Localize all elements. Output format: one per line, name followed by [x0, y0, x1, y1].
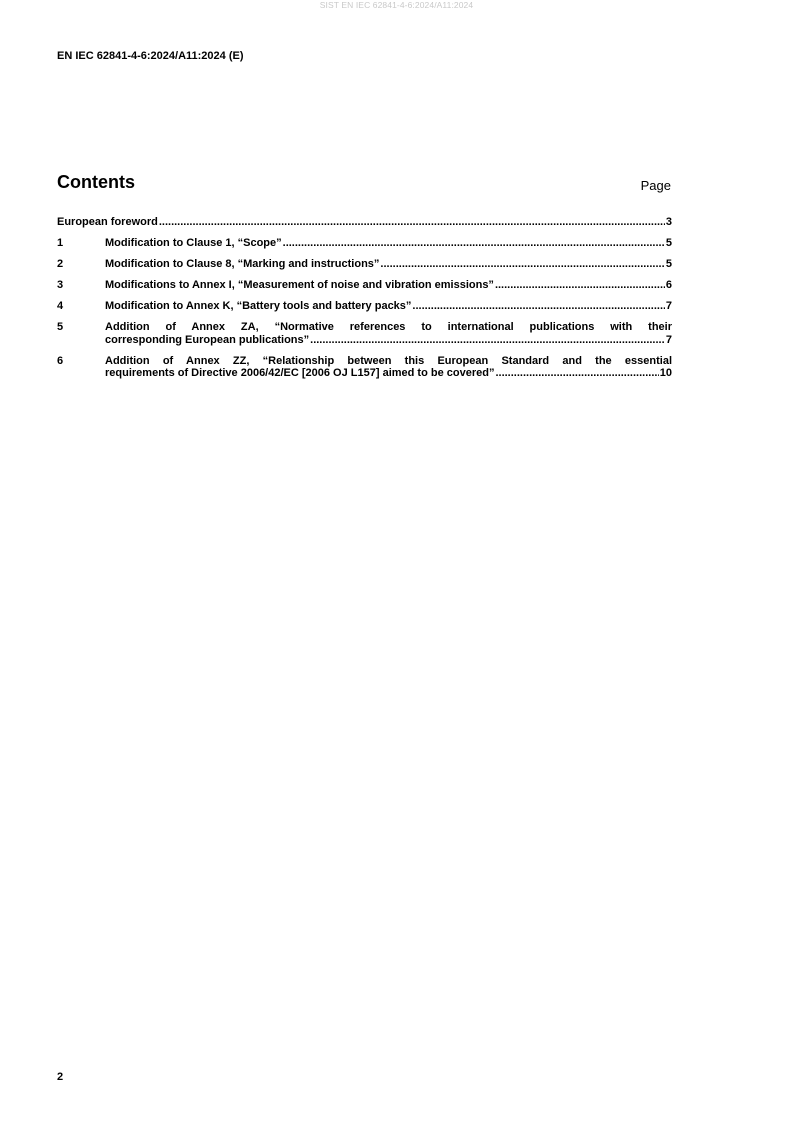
dot-leader [310, 334, 665, 347]
toc-entry-title: European foreword [57, 216, 158, 228]
table-of-contents [57, 216, 672, 388]
toc-entry-page: 7 [665, 333, 672, 346]
toc-line: Addition of Annex ZZ, “Relationship between this European Standard and the essential [105, 354, 672, 367]
toc-entry-title: Modifications to Annex I, “Measurement of noise and vibration emissions” [105, 279, 494, 291]
toc-entry-page: 6 [665, 279, 672, 291]
toc-entry-title: corresponding European publications” [105, 333, 310, 346]
toc-entry-body [105, 300, 672, 313]
toc-entry-title: Modification to Annex K, “Battery tools and battery packs” [105, 300, 412, 312]
toc-line [105, 237, 672, 250]
toc-line: Addition of Annex ZA, “Normative references to international publications with their [105, 321, 672, 333]
toc-entry-body [57, 216, 672, 229]
page-column-heading: Page [640, 178, 671, 193]
toc-entry-page: 3 [665, 216, 672, 228]
toc-entry-body [105, 237, 672, 250]
toc-entry-body [105, 355, 672, 380]
toc-entry-body [105, 258, 672, 271]
toc-entry-number: 2 [57, 258, 64, 270]
toc-entry-title: Modification to Clause 1, “Scope” [105, 237, 282, 249]
dot-leader [380, 258, 664, 271]
toc-entry-clause-3[interactable] [57, 279, 672, 292]
toc-entry-page: 5 [665, 258, 672, 270]
dot-leader [412, 300, 664, 313]
toc-entry-clause-1[interactable] [57, 237, 672, 250]
toc-entry-number: 1 [57, 237, 64, 249]
dot-leader [283, 237, 665, 250]
toc-entry-number: 4 [57, 300, 64, 312]
watermark: SIST EN IEC 62841-4-6:2024/A11:2024 [319, 0, 474, 10]
page-number: 2 [57, 1071, 64, 1083]
toc-entry-page: 5 [665, 237, 672, 249]
toc-entry-body [105, 321, 672, 346]
toc-entry-number: 5 [57, 321, 64, 333]
toc-line [105, 279, 672, 292]
toc-entry-number: 3 [57, 279, 64, 291]
toc-line [105, 258, 672, 271]
toc-entry-title: requirements of Directive 2006/42/EC [2006 OJ L157] aimed to be covered” [105, 367, 495, 379]
toc-line [105, 334, 672, 347]
toc-entry-clause-6[interactable] [57, 355, 672, 380]
toc-line [105, 367, 672, 380]
toc-line [105, 300, 672, 313]
dot-leader [495, 279, 665, 292]
toc-entry-clause-4[interactable] [57, 300, 672, 313]
toc-line [57, 216, 672, 229]
toc-entry-title: Modification to Clause 8, “Marking and instructions” [105, 258, 380, 270]
toc-entry-number: 6 [57, 354, 64, 367]
toc-entry-clause-2[interactable] [57, 258, 672, 271]
contents-title: Contents [57, 172, 135, 192]
toc-entry-clause-5[interactable] [57, 321, 672, 346]
toc-entry-page: 10 [659, 367, 672, 379]
toc-entry-body [105, 279, 672, 292]
toc-entry-european-foreword[interactable] [57, 216, 672, 229]
dot-leader [495, 367, 658, 380]
toc-entry-page: 7 [665, 300, 672, 312]
dot-leader [159, 216, 665, 229]
document-identifier: EN IEC 62841-4-6:2024/A11:2024 (E) [57, 50, 244, 62]
